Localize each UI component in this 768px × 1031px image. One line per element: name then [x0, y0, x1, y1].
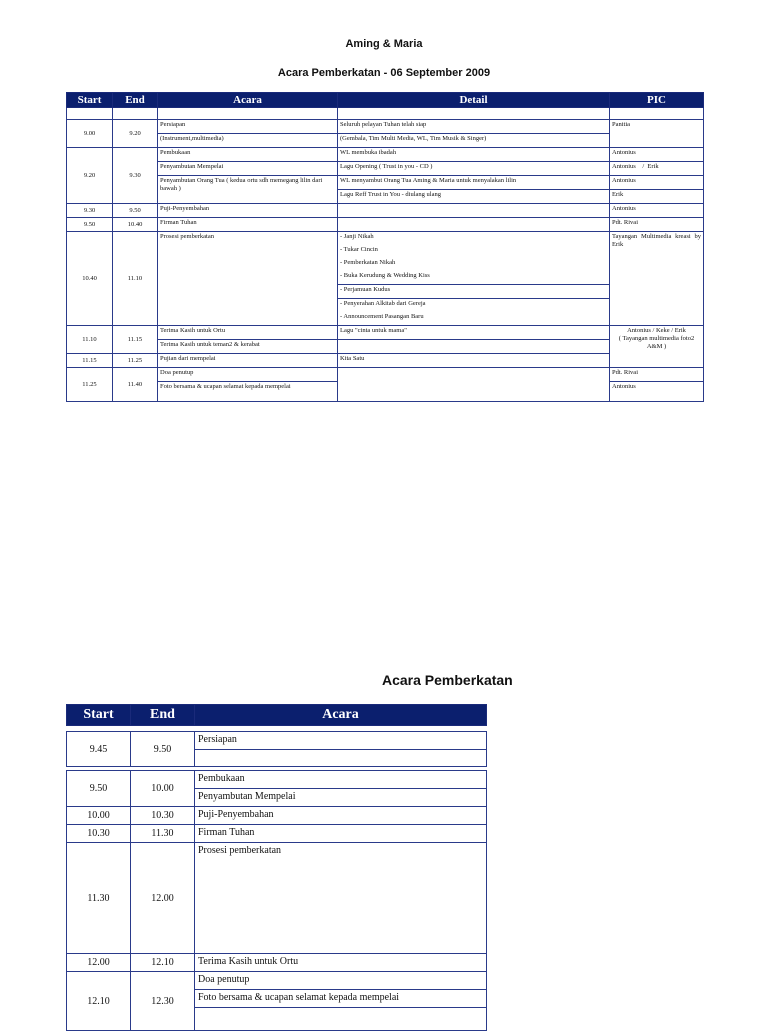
cell-start: 9.50 [67, 218, 113, 232]
cell-acara: Puji-Penyembahan [195, 807, 487, 825]
cell-start: 9.30 [67, 204, 113, 218]
cell-end: 10.30 [131, 807, 195, 825]
cell-detail [338, 218, 610, 232]
cell-pic: Panitia [610, 120, 704, 148]
header-pic: PIC [610, 93, 704, 108]
header-start: Start [67, 705, 131, 726]
cell-acara: Persiapan [158, 120, 338, 134]
table-row [67, 368, 704, 382]
table-row [67, 972, 487, 990]
cell-end: 11.15 [113, 326, 158, 354]
cell-end: 11.10 [113, 232, 158, 326]
cell-acara: Doa penutup [158, 368, 338, 382]
header-end: End [131, 705, 195, 726]
table-row [67, 148, 704, 162]
table-row [67, 176, 704, 190]
table-row [67, 134, 704, 148]
cell-pic: Antonius [610, 148, 704, 162]
cell-end: 9.30 [113, 148, 158, 204]
cell-acara: Foto bersama & ucapan selamat kepada mempelai [158, 382, 338, 402]
cell-end: 10.40 [113, 218, 158, 232]
cell-acara: Terima Kasih untuk Ortu [158, 326, 338, 340]
cell-start: 9.00 [67, 120, 113, 148]
cell-acara: Doa penutup [195, 972, 487, 990]
cell-start: 9.50 [67, 771, 131, 807]
cell-acara: Terima Kasih untuk Ortu [195, 954, 487, 972]
header-detail: Detail [338, 93, 610, 108]
cell-detail: - Announcement Pasangan Baru [338, 312, 610, 326]
cell-acara: Puji-Penyembahan [158, 204, 338, 218]
cell-acara: Prosesi pemberkatan [158, 232, 338, 326]
cell-acara: Penyambutan Orang Tua ( kedua ortu sdh memegang lilin dari bawah ) [158, 176, 338, 204]
cell-detail: Seluruh pelayan Tuhan telah siap [338, 120, 610, 134]
cell-end: 12.00 [131, 843, 195, 954]
cell-detail: WL membuka ibadah [338, 148, 610, 162]
cell-acara: Terima Kasih untuk teman2 & kerabat [158, 340, 338, 354]
cell-acara: Penyambutan Mempelai [158, 162, 338, 176]
cell-pic: Pdt. Rivai [610, 218, 704, 232]
cell-start: 11.15 [67, 354, 113, 368]
cell-pic: Antonius [610, 204, 704, 218]
cell-start: 10.00 [67, 807, 131, 825]
cell-pic: Pdt. Rivai [610, 368, 704, 382]
cell-pic: Antonius / Keke / Erik ( Tayangan multimedia foto2 A&M ) [610, 326, 704, 368]
second-table-clip [66, 704, 443, 1024]
cell-detail: Lagu "cinta untuk mama" [338, 326, 610, 340]
table-row [67, 326, 704, 340]
cell-acara [195, 1008, 487, 1031]
cell-acara: Pembukaan [195, 771, 487, 789]
table-row [67, 843, 487, 954]
cell-start: 10.40 [67, 232, 113, 326]
cell-pic: Erik [610, 190, 704, 204]
cell-pic: Tayangan Multimedia kreasi by Erik [610, 232, 704, 326]
cell-pic: Antonius / Erik [610, 162, 704, 176]
cell-end: 12.10 [131, 954, 195, 972]
table-header-row [67, 705, 487, 726]
table-row [67, 340, 704, 354]
cell-acara: Pujian dari mempelai [158, 354, 338, 368]
cell-end: 12.30 [131, 972, 195, 1031]
table-row [67, 771, 487, 789]
cell-detail: - Janji Nikah [338, 232, 610, 246]
cell-end: 11.25 [113, 354, 158, 368]
cell-detail: Kita Satu [338, 354, 610, 368]
cell-detail: (Gembala, Tim Multi Media, WL, Tim Musik & Singer) [338, 134, 610, 148]
cell-detail [338, 368, 610, 402]
cell-detail: WL menyambut Orang Tua Aming & Maria untuk menyalakan lilin [338, 176, 610, 190]
cell-start: 11.25 [67, 368, 113, 402]
cell-detail: Lagu Opening ( Trust in you - CD ) [338, 162, 610, 176]
cell-start: 9.20 [67, 148, 113, 204]
cell-start: 12.10 [67, 972, 131, 1031]
cell-detail: - Buka Kerudung & Wedding Kiss [338, 271, 610, 285]
cell-detail [338, 340, 610, 354]
schedule-table [66, 92, 704, 402]
cell-acara: Prosesi pemberkatan [195, 843, 487, 954]
cell-detail: - Penyerahan Alkitab dari Gereja [338, 299, 610, 313]
header-end: End [113, 93, 158, 108]
cell-acara: Firman Tuhan [158, 218, 338, 232]
cell-detail: - Pemberkatan Nikah [338, 258, 610, 271]
cell-acara: Foto bersama & ucapan selamat kepada mempelai [195, 990, 487, 1008]
document-title: Aming & Maria [345, 38, 423, 50]
cell-end: 10.00 [131, 771, 195, 807]
cell-end: 11.40 [113, 368, 158, 402]
header-acara: Acara [158, 93, 338, 108]
cell-end: 9.50 [131, 732, 195, 767]
cell-acara: Persiapan [195, 732, 487, 750]
cell-end: 9.20 [113, 120, 158, 148]
cell-start: 11.10 [67, 326, 113, 354]
table-row [67, 825, 487, 843]
table-row [67, 954, 487, 972]
cell-detail [338, 204, 610, 218]
document-subtitle: Acara Pemberkatan - 06 September 2009 [277, 67, 491, 79]
cell-start: 12.00 [67, 954, 131, 972]
schedule-table-2 [66, 704, 487, 1031]
cell-detail: - Tukar Cincin [338, 245, 610, 258]
cell-acara [195, 750, 487, 767]
table-row [67, 732, 487, 750]
table-row [67, 807, 487, 825]
table-row [67, 218, 704, 232]
cell-end: 9.50 [113, 204, 158, 218]
cell-start: 11.30 [67, 843, 131, 954]
second-table-title: Acara Pemberkatan [382, 672, 513, 688]
cell-acara: Penyambutan Mempelai [195, 789, 487, 807]
cell-start: 9.45 [67, 732, 131, 767]
header-acara: Acara [195, 705, 487, 726]
table-row [67, 120, 704, 134]
table-row [67, 354, 704, 368]
cell-end: 11.30 [131, 825, 195, 843]
cell-detail: Lagu Reff Trust in You - diulang ulang [338, 190, 610, 204]
header-start: Start [67, 93, 113, 108]
table-row [67, 162, 704, 176]
cell-acara: Firman Tuhan [195, 825, 487, 843]
cell-detail: - Perjamuan Kudus [338, 285, 610, 299]
table-header-row [67, 93, 704, 108]
cell-start: 10.30 [67, 825, 131, 843]
cell-acara: (Instrument,multimedia) [158, 134, 338, 148]
cell-pic: Antonius [610, 176, 704, 190]
table-row [67, 232, 704, 246]
table-row [67, 204, 704, 218]
cell-acara: Pembukaan [158, 148, 338, 162]
cell-pic: Antonius [610, 382, 704, 402]
